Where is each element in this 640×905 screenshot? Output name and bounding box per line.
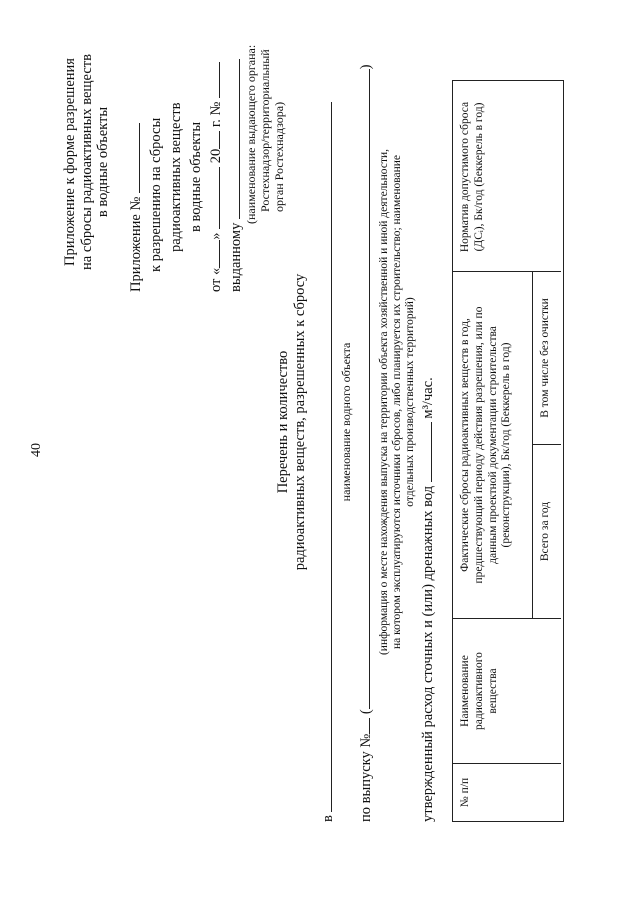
flow-label: утвержденный расход сточных и (или) дренажных вод [420,485,436,822]
date-year-blank [219,131,220,149]
outlet-number-blank [369,718,370,734]
attachment-line4: в водные объекты [188,121,204,232]
water-body-hint: наименование водного объекта [339,342,353,502]
outlet-label: по выпуску № [358,733,374,822]
flow-value-blank [431,422,432,482]
date-month-blank [219,167,220,229]
document-title-line2: радиоактивных веществ, разрешенных к сбросу [291,273,308,571]
water-body-line [320,102,337,822]
date-year: 20 [208,148,224,164]
attachment-line1 [128,123,145,292]
date-prefix: от « [208,267,224,292]
document-sheet [0,12,640,892]
header-cell-no [453,763,561,821]
date-mid: » [208,232,224,240]
appendix-title-line1: Приложение к форме разрешения [62,58,78,266]
attachment-number-blank [139,123,140,193]
date-suffix: г. № [208,101,224,128]
outlet-info-blank [369,69,370,709]
issued-line [228,59,245,292]
attachment-line3: радиоактивных веществ [168,102,184,252]
col-no-label: № п/п [459,777,471,808]
issuer-hint-line2: Ростехнадзор/территориальный [257,49,272,212]
outlet-hint-line1: (информация о месте нахождения выпуска на территории объекта хозяйственной и иной деятельности, [378,148,390,656]
document-title [275,122,308,722]
header-cell-actual [453,271,533,618]
outlet-hint [378,52,418,752]
header-cell-total [533,444,561,618]
page-number: 40 [29,443,44,457]
attachment-date-line [208,62,225,292]
outlet-hint-line2: на котором эксплуатируются источники сбросов, либо планируется их строительство; наименование [391,154,404,650]
col-norm-label: Норматив допустимого сброса (ДСᵢ), Бк/год (Беккерель в год) [459,101,485,253]
outlet-bracket-open: ( [358,709,374,715]
outlet-bracket-close: ) [358,64,374,70]
appendix-title-line3: в водные объекты [95,106,112,218]
issuer-hint-line3: орган Ростехнадзора) [271,101,286,212]
document-title-line1: Перечень и количество [275,350,291,494]
outlet-hint-line3: отдельных производственных территорий) [404,297,417,507]
attachment-line2: к разрешению на сбросы [148,117,164,272]
date-day-blank [219,240,220,268]
flow-line [420,377,437,822]
header-cell-norm [453,83,561,271]
header-cell-name [453,618,561,763]
substances-table [452,80,564,822]
issuer-hint-line1: (наименование выдающего органа: [244,44,258,224]
appendix-title-line2: на сбросы радиоактивных веществ [78,54,95,270]
water-body-blank [331,102,332,812]
flow-unit: м³/час. [420,377,436,419]
in-label: в [320,815,336,822]
appendix-title [62,32,112,292]
col-actual-label: Фактические сбросы радиоактивных веществ в год, предшествующий периоду действия разрешения, или по данным проектной документации строительства (реконструкции), Бк/год (Беккерель в год) [459,306,513,584]
col-name-label: Наименование радиоактивного вещества [459,652,499,730]
issuer-blank [239,59,240,219]
header-cell-without [533,271,561,444]
sub-without-label: В том числе без очистки [539,298,551,418]
sub-total-label: Всего за год [539,501,551,562]
issued-label: выданному [228,222,244,292]
permit-number-blank [219,62,220,98]
outlet-line [358,64,375,822]
attachment-number-label: Приложение № [128,196,144,292]
